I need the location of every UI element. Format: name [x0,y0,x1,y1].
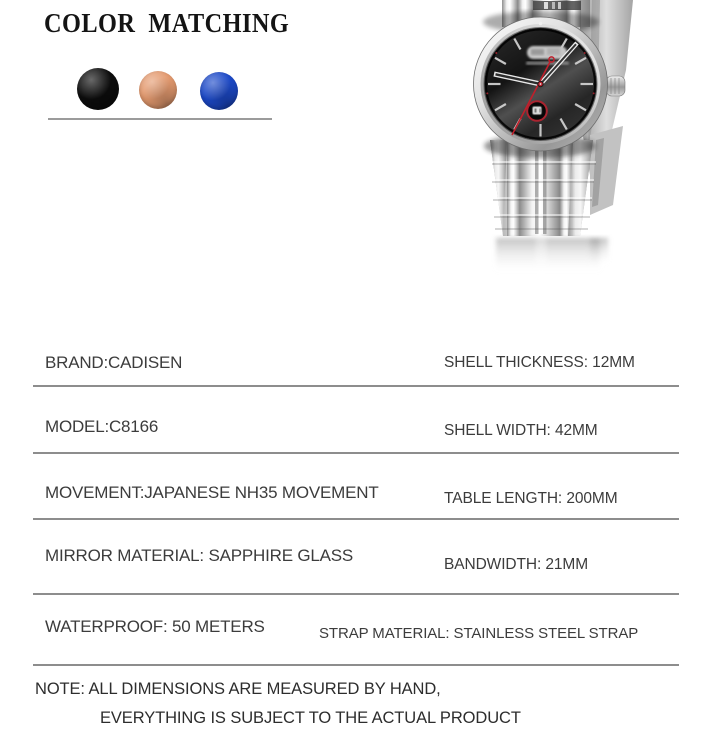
spec-brand: BRAND:CADISEN [45,353,183,372]
watch-product-photo [440,0,713,290]
watch-crown [606,76,625,96]
divider [33,518,679,520]
divider [33,664,679,666]
spec-mirror-material: MIRROR MATERIAL: SAPPHIRE GLASS [45,546,354,565]
page-title: COLOR MATCHING [44,8,290,38]
note-line-2: EVERYTHING IS SUBJECT TO THE ACTUAL PRODUCT [100,709,521,727]
spec-strap-material: STRAP MATERIAL: STAINLESS STEEL STRAP [319,625,639,642]
spec-shell-width: SHELL WIDTH: 42MM [444,422,598,439]
swatch-underline [48,118,272,120]
watch-date-window [527,101,547,121]
divider [33,593,679,595]
color-swatch-black [77,68,119,110]
divider [33,385,679,387]
divider [33,452,679,454]
note-line-1: NOTE: ALL DIMENSIONS ARE MEASURED BY HAND, [35,680,441,698]
spec-table-length: TABLE LENGTH: 200MM [444,490,618,507]
color-swatch-blue [200,72,238,110]
spec-waterproof: WATERPROOF: 50 METERS [45,617,265,636]
watch-reflection [496,238,608,272]
watch-12-oclock-dot [539,22,542,25]
spec-model: MODEL:C8166 [45,417,159,436]
spec-shell-thickness: SHELL THICKNESS: 12MM [444,354,635,371]
spec-movement: MOVEMENT:JAPANESE NH35 MOVEMENT [45,483,379,502]
color-swatch-rose-gold [139,71,177,109]
spec-bandwidth: BANDWIDTH: 21MM [444,556,589,573]
